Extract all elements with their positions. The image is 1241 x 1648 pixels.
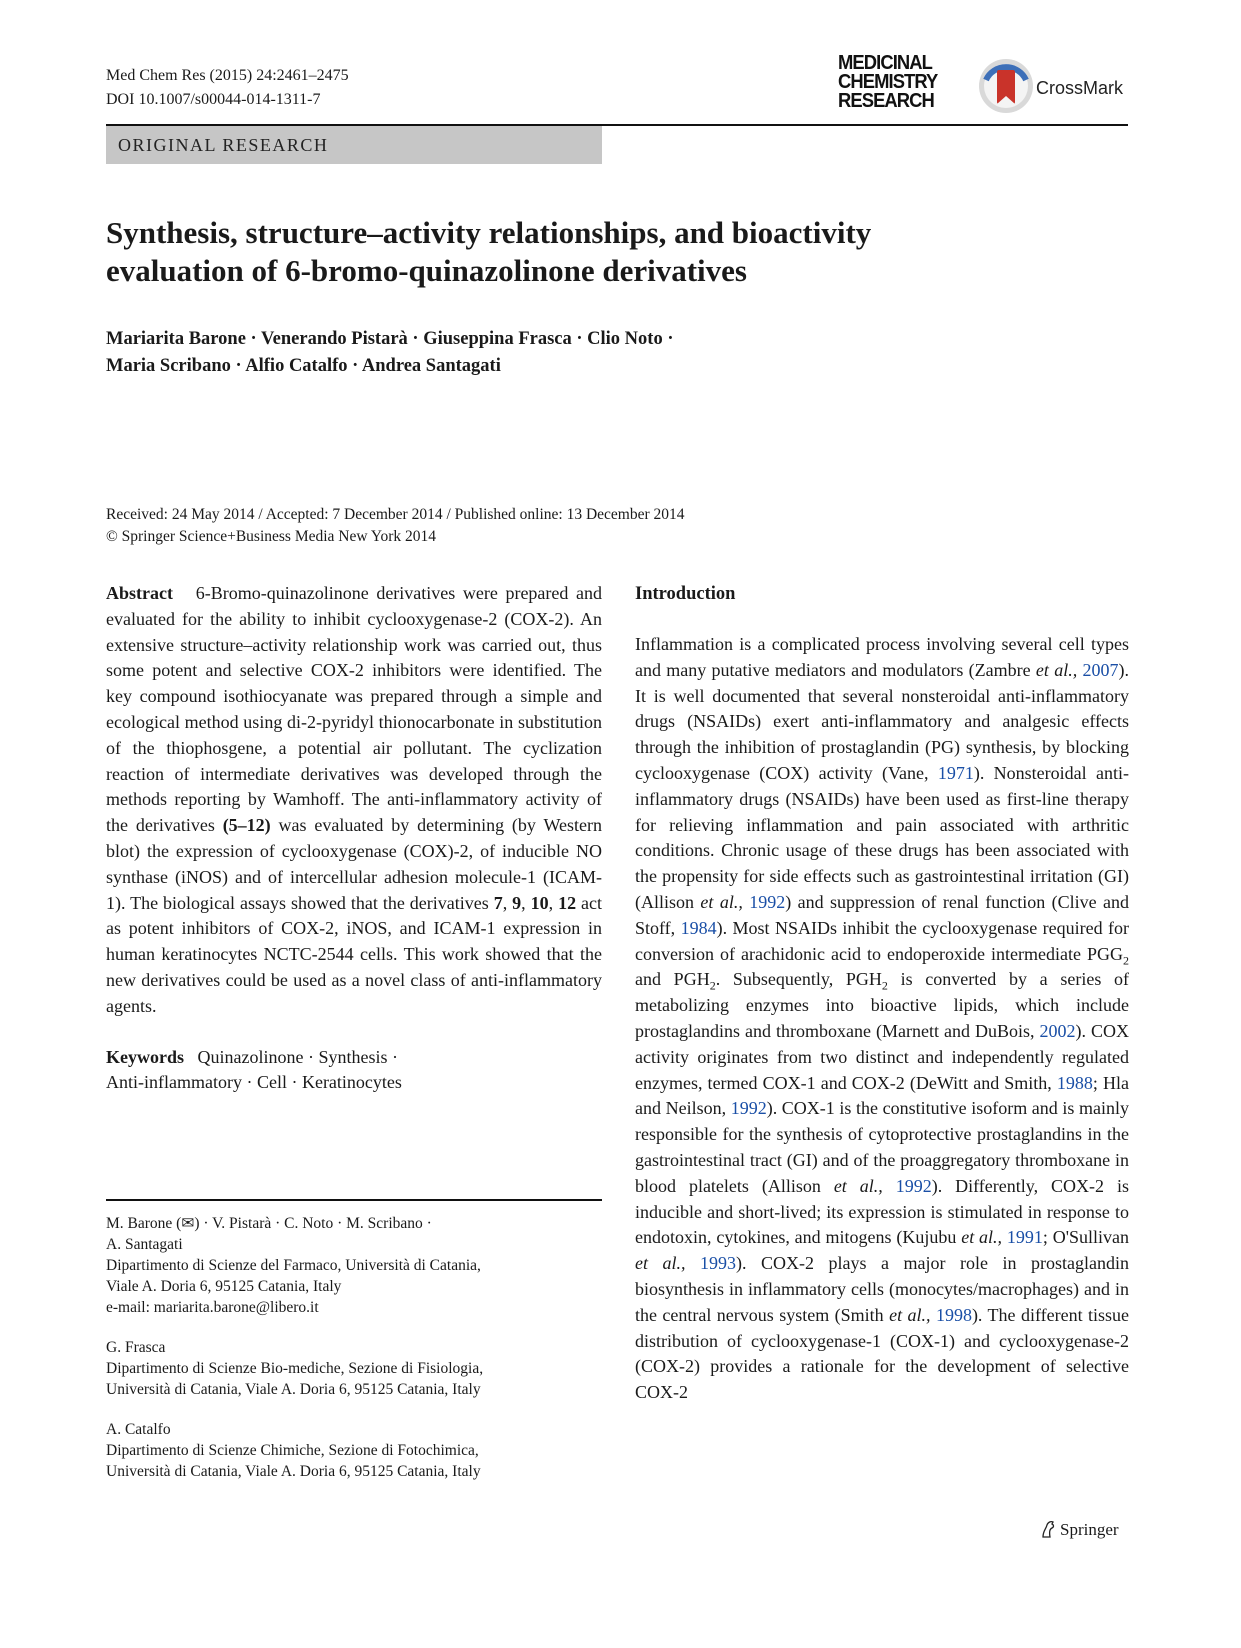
copyright-notice: © Springer Science+Business Media New York 2014 [106,528,437,545]
abstract-text: 6-Bromo-quinazolinone derivatives were prepared and evaluated for the ability to inhibit cyclooxygenase-2 (COX-2). An extensive structure–activity relationship work was carried out, thus some potent and selective COX-2 inhibitors were identified. The key compound isothiocyanate was prepared through a simple and ecological method using di-2-pyridyl thionocarbonate in substitution of the thiophosgene, a potential air pollutant. The cyclization reaction of intermediate derivatives was developed through the methods reporting by Wamhoff. The anti-inflammatory activity of the derivatives [106,583,602,836]
affiliation-line: A. Catalfo [106,1421,171,1438]
publisher-name: Springer [1060,1520,1119,1539]
affiliation-line: G. Frasca [106,1339,166,1356]
citation-link[interactable]: 1991 [1006,1227,1043,1248]
journal-citation [106,64,349,112]
keywords [106,1045,602,1097]
affiliation-line: A. Santagati [106,1236,183,1253]
et-al: et al., [700,891,743,912]
subscript: 2 [881,978,888,993]
crossmark-icon[interactable] [978,58,1034,114]
intro-text: ). COX-2 plays a major role in prostaglandin biosynthesis in inflammatory cells (monocytes/macrophages) and in the central nervous system (Smith [635,1253,1129,1325]
compound-ref: 10 [530,892,549,913]
right-column [635,581,1129,1406]
et-al: et al., [961,1227,1003,1248]
citation-link[interactable]: 2007 [1082,659,1119,680]
journal-logo [838,54,937,111]
affiliations [106,1213,602,1501]
intro-text: ). Nonsteroidal anti-inflammatory drugs (NSAIDs) have been used as first-line therapy for relieving inflammation and pain associated with arthritic conditions. Chronic usage of these drugs has been associated with the propensity for side effects such as gastrointestinal irritation (GI) (Allison [635,762,1129,912]
affiliation-block [106,1213,602,1318]
publication-dates [106,504,685,548]
introduction-heading: Introduction [635,584,736,604]
et-al: et al., [635,1253,686,1274]
affiliation-block [106,1419,602,1482]
citation-line: Med Chem Res (2015) 24:2461–2475 [106,67,349,84]
intro-text: ). The different tissue distribution of cyclooxygenase-1 (COX-1) and cyclooxygenase-2 (COX-2) provides a rationale for the development of selective COX-2 [635,1304,1130,1403]
affiliation-line: Dipartimento di Scienze Chimiche, Sezione di Fotochimica, [106,1442,479,1459]
et-al: et al., [1035,659,1078,680]
journal-logo-line: MEDICINAL [838,52,932,74]
et-al: et al., [833,1175,883,1196]
affiliation-line: Dipartimento di Scienze del Farmaco, Università di Catania, [106,1257,481,1274]
introduction-text [635,632,1129,1406]
intro-text: . Subsequently, PGH [715,969,882,990]
doi-line: DOI 10.1007/s00044-014-1311-7 [106,91,321,108]
intro-text: and PGH [635,969,710,990]
title-line: evaluation of 6-bromo-quinazolinone derivatives [106,253,747,288]
citation-link[interactable]: 1998 [935,1304,972,1325]
left-column [106,581,602,1096]
subscript: 2 [709,978,716,993]
abstract-text: act as potent inhibitors of COX-2, iNOS, and ICAM-1 expression in human keratinocytes NCTC-2544 cells. This work showed that the new derivatives could be used as a novel class of anti-inflammatory agents. [106,892,602,1016]
keywords-line [106,1045,602,1071]
citation-link[interactable]: 1992 [730,1098,767,1119]
affiliation-line: M. Barone (✉) · V. Pistarà · C. Noto · M. Scribano · [106,1215,432,1232]
intro-text: is converted by a series of metabolizing enzymes into bioactive lipids, which include prostaglandins and thromboxane (Marnett and DuBois, [635,969,1130,1041]
crossmark-label[interactable]: CrossMark [1036,78,1124,98]
intro-text: ). COX activity originates from two distinct and independently regulated enzymes, termed COX-1 and COX-2 (DeWitt and Smith, [635,1020,1129,1093]
citation-link[interactable]: 1992 [749,891,786,912]
abstract-label: Abstract [106,583,173,603]
abstract-text: was evaluated by determining (by Western blot) the expression of cyclooxygenase (COX)-2, of inducible NO synthase (iNOS) and of intercellular adhesion molecule-1 (ICAM-1). The biological assays showed that the derivatives [106,815,602,913]
springer-horse-icon [1040,1519,1056,1539]
compound-ref: 9 [512,892,522,913]
author-list [106,326,674,380]
keywords-text: Anti-inflammatory · Cell · Keratinocytes [106,1072,402,1093]
intro-text: ) and suppression of renal function (Clive and Stoff, [635,891,1129,938]
abstract: Abstract 6-Bromo-quinazolinone derivatives were prepared and evaluated for the ability to inhibit cyclooxygenase-2 (COX-2). An extensive structure–activity relationship work was carried out, thus some potent and selective COX-2 inhibitors were identified. The key compound isothiocyanate was prepared through a simple and ecological method using di-2-pyridyl thionocarbonate in substitution of the thiophosgene, a potential air pollutant. The cyclization reaction of intermediate derivatives was developed through the methods reporting by Wamhoff. The anti-inflammatory activity of the derivatives (5–12) was evaluated by determining (by Western blot) the expression of cyclooxygenase (COX)-2, of inducible NO synthase (iNOS) and of intercellular adhesion molecule-1 (ICAM-1). The biological assays showed that the derivatives 7, 9, 10, 12 act as potent inhibitors of COX-2, iNOS, and ICAM-1 expression in human keratinocytes NCTC-2544 cells. This work showed that the new derivatives could be used as a novel class of anti-inflammatory agents. [106,583,602,1016]
author-line: Maria Scribano · Alfio Catalfo · Andrea Santagati [106,356,501,376]
journal-logo-line: RESEARCH [838,90,934,112]
affiliation-block [106,1337,602,1400]
keywords-label: Keywords [106,1046,184,1067]
email-line[interactable]: e-mail: mariarita.barone@libero.it [106,1299,319,1316]
intro-text: ). It is well documented that several nonsteroidal anti-inflammatory drugs (NSAIDs) exert anti-inflammatory and analgesic effects through the inhibition of prostaglandin (PG) synthesis, by blocking cyclooxygenase (COX) activity (Vane, [635,659,1129,783]
compound-range: (5–12) [222,815,271,836]
keywords-text: Quinazolinone · Synthesis · [197,1046,398,1067]
intro-text: Inflammation is a complicated process involving several cell types and many putative mediators and modulators (Zambre [635,634,1129,680]
paper-title [106,214,1106,290]
citation-link[interactable]: 1992 [895,1175,932,1196]
citation-link[interactable]: 2002 [1039,1020,1076,1041]
section-label: ORIGINAL RESEARCH [106,126,602,164]
affiliation-line: Dipartimento di Scienze Bio-mediche, Sezione di Fisiologia, [106,1360,484,1377]
citation-link[interactable]: 1984 [680,917,717,938]
citation-link[interactable]: 1988 [1056,1072,1093,1093]
journal-logo-line: CHEMISTRY [838,71,938,93]
compound-ref: 7 [493,892,503,913]
intro-text: ). COX-1 is the constitutive isoform and is mainly responsible for the synthesis of cytoprotective prostaglandins in the gastrointestinal tract (GI) and of the proaggregatory thromboxane in blood platelets (Allison [635,1098,1129,1196]
citation-link[interactable]: 1971 [937,762,974,783]
history-dates: Received: 24 May 2014 / Accepted: 7 December 2014 / Published online: 13 December 2014 [106,506,685,523]
author-line: Mariarita Barone · Venerando Pistarà · Giuseppina Frasca · Clio Noto · [106,329,674,349]
citation-link[interactable]: 1993 [700,1253,737,1274]
affiliation-line: Viale A. Doria 6, 95125 Catania, Italy [106,1278,342,1295]
compound-ref: 12 [558,892,577,913]
publisher-footer [1040,1519,1119,1540]
intro-text: ; Hla and Neilson, [635,1072,1129,1119]
et-al: et al., [889,1304,931,1325]
affiliation-line: Università di Catania, Viale A. Doria 6, 95125 Catania, Italy [106,1463,481,1480]
affiliation-line: Università di Catania, Viale A. Doria 6, 95125 Catania, Italy [106,1381,481,1398]
title-line: Synthesis, structure–activity relationships, and bioactivity [106,215,872,250]
subscript: 2 [1123,953,1129,968]
intro-text: ; O'Sullivan [1042,1227,1129,1248]
intro-text: ). Differently, COX-2 is inducible and short-lived; its expression is stimulated in response to endotoxin, cytokines, and mitogens (Kujubu [635,1175,1129,1248]
affiliation-rule [106,1199,602,1201]
journal-logo-block [838,50,1128,122]
intro-text: ). Most NSAIDs inhibit the cyclooxygenase required for conversion of arachidonic acid to endoperoxide intermediate PGG [635,917,1129,964]
